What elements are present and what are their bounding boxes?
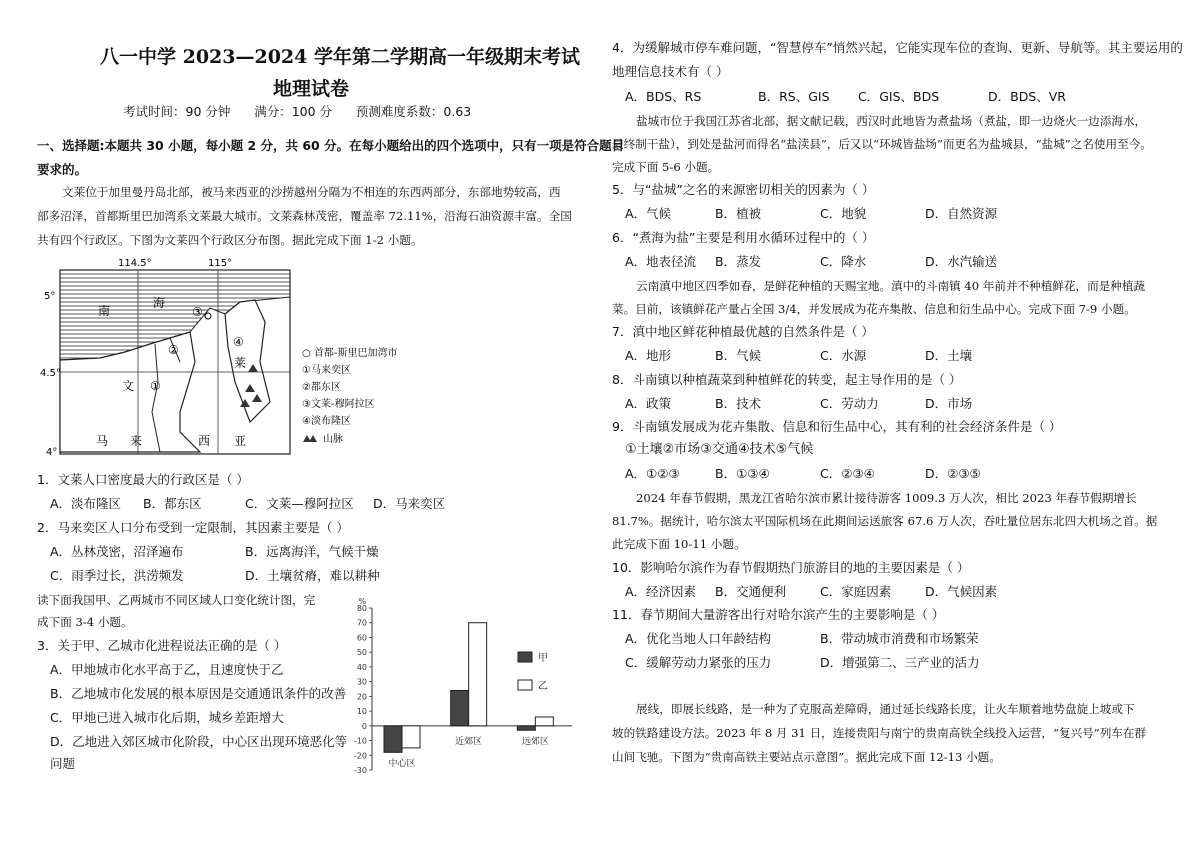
q9-option-d: D．②③⑤ [925, 466, 981, 481]
yancheng-intro-line: 完成下面 5-6 小题。 [612, 160, 720, 174]
q5-option-a: A．气候 [625, 206, 672, 221]
q4-option-d: D．BDS、VR [988, 89, 1066, 104]
q1-option-a: A．淡布隆区 [50, 496, 122, 511]
y-tick-label: 0 [361, 721, 367, 731]
y-tick-label: 40 [356, 662, 367, 672]
q9-items: ①土壤②市场③交通④技术⑤气候 [625, 442, 814, 457]
q6-option-a: A．地表径流 [625, 254, 697, 269]
q5-option-c: C．地貌 [820, 206, 867, 221]
q11-stem: 11．春节期间大量游客出行对哈尔滨产生的主要影响是（ ） [612, 607, 945, 622]
y-tick-label: -20 [353, 751, 367, 761]
q2-option-d: D．土壤贫瘠，难以耕种 [245, 568, 380, 583]
q3-option-c: C．甲地已进入城市化后期，城乡差距增大 [50, 710, 284, 725]
q1-option-d: D．马来奕区 [373, 496, 446, 511]
q11-option-d: D．增强第二、三产业的活力 [820, 655, 980, 670]
x-category-label: 远郊区 [521, 736, 549, 747]
brunei-intro-line: 文莱位于加里曼丹岛北部，被马来西亚的沙捞越州分隔为不相连的东西两部分，东部地势较高，西 [62, 185, 561, 199]
capital-icon [205, 313, 211, 319]
legend-swatch [518, 652, 532, 662]
q8-option-b: B．技术 [715, 396, 762, 411]
section-heading-cont: 要求的。 [37, 162, 88, 177]
q3-option-d-cont: 问题 [50, 756, 76, 771]
exam-title: 八一中学 2023—2024 学年第二学期高一年级期末考试 [100, 46, 580, 68]
q1-option-b: B．都东区 [143, 496, 202, 511]
harbin-intro-line: 2024 年春节假期，黑龙江省哈尔滨市累计接待游客 1009.3 万人次，相比 2023 年春节假期增长 [636, 491, 1137, 505]
brunei-intro-line: 共有四个行政区。下图为文莱四个行政区分布图。据此完成下面 1-2 小题。 [37, 233, 423, 247]
bar-甲-中心区 [384, 726, 402, 753]
q3-stem: 3．关于甲、乙城市化进程说法正确的是（ ） [37, 638, 287, 653]
map-lon-label: 114.5° [118, 258, 152, 269]
map-district-label: ③ [192, 305, 203, 319]
y-tick-label: 10 [356, 707, 367, 717]
q3-option-b: B．乙地城市化发展的根本原因是交通通讯条件的改善 [50, 686, 347, 701]
bar-乙-中心区 [402, 726, 420, 748]
legend-label: 甲 [538, 653, 548, 664]
map-country-label: 亚 [234, 434, 247, 448]
railway-intro-line: 山间飞驰。下图为“贵南高铁主要站点示意图”。据此完成下面 12-13 小题。 [612, 750, 1001, 764]
q5-stem: 5．与“盐城”之名的来源密切相关的因素为（ ） [612, 182, 875, 197]
legend-label: 乙 [538, 681, 548, 692]
q6-option-b: B．蒸发 [715, 254, 762, 269]
bar-乙-远郊区 [535, 717, 553, 726]
legend-swatch [518, 680, 532, 690]
q8-option-a: A．政策 [625, 396, 672, 411]
railway-intro-line: 展线，即展长线路，是一种为了克服高差障碍，通过延长线路长度，让火车顺着地势盘旋上坡或下 [636, 702, 1135, 716]
q5-option-d: D．自然资源 [925, 206, 998, 221]
y-tick-label: 20 [356, 692, 367, 702]
mountain-legend-icon [303, 435, 317, 442]
bar-乙-近郊区 [469, 623, 487, 726]
x-category-label: 中心区 [388, 759, 416, 769]
map-legend-item: ②都东区 [302, 382, 341, 393]
q7-option-a: A．地形 [625, 348, 672, 363]
q4-option-c: C．GIS、BDS [858, 89, 940, 104]
q10-stem: 10．影响哈尔滨作为春节假期热门旅游目的地的主要因素是（ ） [612, 560, 970, 575]
y-tick-label: 30 [356, 677, 367, 687]
q8-stem: 8．斗南镇以种植蔬菜到种植鲜花的转变，起主导作用的是（ ） [612, 372, 962, 387]
brunei-intro-line: 部多沼泽，首都斯里巴加湾系文莱最大城市。文莱森林茂密，覆盖率 72.11%，沿海石油资源丰富。全国 [37, 209, 572, 223]
q3-option-d: D．乙地进入郊区城市化阶段，中心区出现环境恶化等 [50, 734, 348, 749]
bar-甲-远郊区 [517, 726, 535, 730]
q10-option-d: D．气候因素 [925, 584, 998, 599]
brunei-map [40, 252, 430, 464]
map-lat-label: 4.5° [40, 368, 61, 379]
q10-option-c: C．家庭因素 [820, 584, 892, 599]
q8-option-d: D．市场 [925, 396, 973, 411]
map-district-label: ④ [233, 335, 244, 349]
chart-intro-line: 读下面我国甲、乙两城市不同区域人口变化统计图，完 [37, 593, 316, 607]
exam-info: 考试时间：90 分钟 满分：100 分 预测难度系数：0.63 [123, 104, 472, 119]
y-tick-label: 50 [356, 648, 367, 658]
harbin-intro-line: 81.7%。据统计，哈尔滨太平国际机场在此期间运送旅客 67.6 万人次，吞吐量位居东北四大机场之首。据 [612, 514, 1158, 528]
map-legend-item: ③文莱-穆阿拉区 [302, 399, 375, 410]
map-sea-label: 海 [153, 296, 166, 310]
harbin-intro-line: 此完成下面 10-11 小题。 [612, 537, 746, 551]
map-country-label: 西 [198, 434, 211, 448]
q9-stem: 9．斗南镇发展成为花卉集散、信息和衍生品中心，其有利的社会经济条件是（ ） [612, 419, 1062, 434]
q9-option-a: A．①②③ [625, 466, 680, 481]
map-legend-item: ○ 首都-斯里巴加湾市 [302, 348, 398, 359]
q10-option-a: A．经济因素 [625, 584, 697, 599]
map-lat-label: 4° [46, 447, 58, 458]
map-lat-label: 5° [44, 291, 56, 302]
q1-stem: 1．文莱人口密度最大的行政区是（ ） [37, 472, 249, 487]
q4-stem-cont: 地理信息技术有（ ） [612, 64, 729, 79]
q5-option-b: B．植被 [715, 206, 762, 221]
map-legend-item: 山脉 [323, 434, 343, 445]
q2-option-b: B．远离海洋，气候干燥 [245, 544, 379, 559]
yancheng-intro-line: 最终制干盐），到处是盐河而得名“盐渎县”，后又以“环城皆盐场”而更名为盐城县，“盐城”之名使用至今。 [612, 137, 1152, 151]
q4-option-b: B．RS、GIS [758, 89, 830, 104]
q10-option-b: B．交通便利 [715, 584, 787, 599]
yancheng-intro-line: 盐城市位于我国江苏省北部，据文献记载，西汉时此地皆为煮盐场（煮盐，即一边烧火一边添海水， [636, 114, 1147, 128]
q11-option-c: C．缓解劳动力紧张的压力 [625, 655, 772, 670]
q9-option-c: C．②③④ [820, 466, 875, 481]
q6-option-c: C．降水 [820, 254, 867, 269]
q11-option-b: B．带动城市消费和市场繁荣 [820, 631, 979, 646]
q11-option-a: A．优化当地人口年龄结构 [625, 631, 772, 646]
population-change-chart [340, 596, 590, 780]
q6-stem: 6．“煮海为盐”主要是利用水循环过程中的（ ） [612, 230, 875, 245]
y-tick-label: 70 [356, 618, 367, 628]
map-legend-item: ④淡布隆区 [302, 416, 351, 427]
q4-stem: 4．为缓解城市停车难问题，“智慧停车”悄然兴起，它能实现车位的查询、更新、导航等。其主要运用的 [612, 40, 1183, 55]
q1-option-c: C．文莱—穆阿拉区 [245, 496, 354, 511]
q2-option-a: A．丛林茂密，沼泽遍布 [50, 544, 184, 559]
q2-stem: 2．马来奕区人口分布受到一定限制，其因素主要是（ ） [37, 520, 349, 535]
q2-option-c: C．雨季过长，洪涝频发 [50, 568, 184, 583]
y-tick-label: -30 [353, 766, 367, 775]
q9-option-b: B．①③④ [715, 466, 770, 481]
y-axis-label: % [358, 597, 366, 606]
railway-intro-line: 坡的铁路建设方法。2023 年 8 月 31 日，连接贵阳与南宁的贵南高铁全线投入运营，“复兴号”列车在群 [612, 726, 1147, 740]
map-country-label: 来 [130, 434, 143, 448]
exam-subtitle: 地理试卷 [273, 78, 350, 100]
y-tick-label: -10 [353, 736, 367, 746]
q7-option-b: B．气候 [715, 348, 762, 363]
q7-stem: 7．滇中地区鲜花种植最优越的自然条件是（ ） [612, 324, 874, 339]
y-tick-label: 60 [356, 633, 367, 643]
map-lon-label: 115° [208, 258, 233, 269]
bar-甲-近郊区 [451, 690, 469, 725]
q3-option-a: A．甲地城市化水平高于乙，且速度快于乙 [50, 662, 284, 677]
q7-option-d: D．土壤 [925, 348, 973, 363]
map-district-label: ② [168, 343, 179, 357]
x-category-label: 近郊区 [455, 736, 483, 747]
q6-option-d: D．水汽输送 [925, 254, 998, 269]
y-tick-label: 80 [356, 604, 367, 613]
yunnan-intro-line: 菜。目前，该镇鲜花产量占全国 3/4，并发展成为花卉集散、信息和衍生品中心。完成下面 7-9 小题。 [612, 302, 1136, 316]
map-sea-label: 南 [98, 304, 111, 318]
map-legend-item: ①马来奕区 [302, 365, 351, 376]
map-country-label: 马 [96, 434, 109, 448]
q7-option-c: C．水源 [820, 348, 867, 363]
q4-option-a: A．BDS、RS [625, 89, 702, 104]
yunnan-intro-line: 云南滇中地区四季如春，是鲜花种植的天赐宝地。滇中的斗南镇 40 年前并不种植鲜花，而是种植蔬 [636, 279, 1146, 293]
map-country-label: 文 [122, 379, 135, 393]
map-country-label: 莱 [234, 356, 247, 370]
chart-intro-line: 成下面 3-4 小题。 [37, 615, 133, 629]
q8-option-c: C．劳动力 [820, 396, 879, 411]
section-heading: 一、选择题:本题共 30 小题，每小题 2 分，共 60 分。在每小题给出的四个选项中，只有一项是符合题目 [37, 138, 625, 153]
map-district-label: ① [150, 379, 161, 393]
